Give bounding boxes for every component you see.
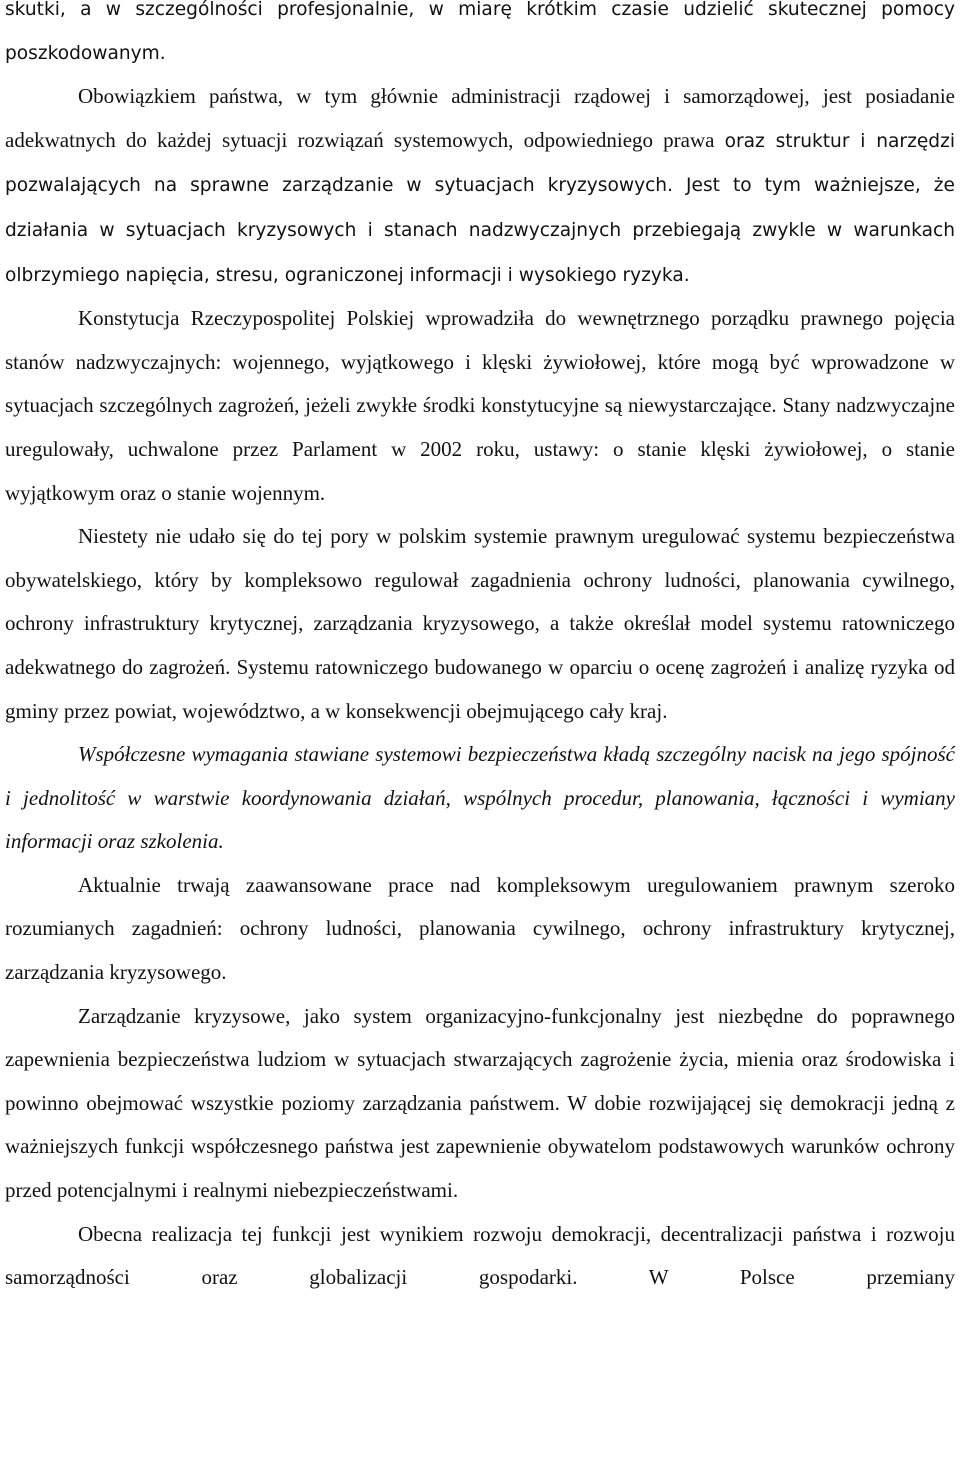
paragraph-1-text: skutki, a w szczególności profesjonalnie, w miarę krótkim czasie udzielić skutecznej pomocy poszkodowanym.: [5, 0, 955, 64]
paragraph-3-text: Konstytucja Rzeczypospolitej Polskiej wprowadziła do wewnętrznego porządku prawnego pojęcia stanów nadzwyczajnych: wojennego, wyjątkowego i klęski żywiołowej, które mogą być wprowadzone w sytuacjach szczególnych zagrożeń, jeżeli zwykłe środki konstytucyjne są niewystarczające. Stany nadzwyczajne uregulowały, uchwalone przez Parlament w 2002 roku, ustawy: o stanie klęski żywiołowej, o stanie wyjątkowym oraz o stanie wojennym.: [5, 306, 955, 505]
paragraph-3: [5, 297, 955, 515]
paragraph-7: [5, 995, 955, 1213]
document-page: [5, 0, 955, 1300]
paragraph-4-text: Niestety nie udało się do tej pory w polskim systemie prawnym uregulować systemu bezpieczeństwa obywatelskiego, który by kompleksowo regulował zagadnienia ochrony ludności, planowania cywilnego, ochrony infrastruktury krytycznej, zarządzania kryzysowego, a także określał model systemu ratowniczego adekwatnego do zagrożeń. Systemu ratowniczego budowanego w oparciu o ocenę zagrożeń i analizę ryzyka od gminy przez powiat, województwo, a w konsekwencji obejmującego cały kraj.: [5, 524, 955, 723]
paragraph-2-text-serif: Obowiązkiem państwa, w tym głównie administracji rządowej i samorządowej, jest posiadanie adekwatnych do każdej sytuacji rozwiązań systemowych, odpowiedniego prawa: [5, 84, 955, 152]
paragraph-6: [5, 864, 955, 995]
paragraph-8-text: Obecna realizacja tej funkcji jest wynikiem rozwoju demokracji, decentralizacji państwa i rozwoju samorządności oraz globalizacji gospodarki. W Polsce przemiany: [5, 1221, 955, 1290]
paragraph-5-text: Współczesne wymagania stawiane systemowi bezpieczeństwa kładą szczególny nacisk na jego spójność i jednolitość w warstwie koordynowania działań, wspólnych procedur, planowania, łączności i wymiany informacji oraz szkolenia.: [5, 742, 955, 854]
paragraph-7-text: Zarządzanie kryzysowe, jako system organizacyjno-funkcjonalny jest niezbędne do poprawnego zapewnienia bezpieczeństwa ludziom w sytuacjach stwarzających zagrożenie życia, mienia oraz środowiska i powinno obejmować wszystkie poziomy zarządzania państwem. W dobie rozwijającej się demokracji jedną z ważniejszych funkcji współczesnego państwa jest zapewnienie obywatelom podstawowych warunków ochrony przed potencjalnymi i realnymi niebezpieczeństwami.: [5, 1003, 955, 1203]
paragraph-8: [5, 1213, 955, 1300]
paragraph-2: [5, 75, 955, 297]
paragraph-2-text-sans: oraz struktur i narzędzi pozwalających na sprawne zarządzanie w sytuacjach kryzysowych. Jest to tym ważniejsze, że działania w sytuacjach kryzysowych i stanach nadzwyczajnych przebiegają zwykle w warunkach olbrzymiego napięcia, stresu, ograniczonej informacji i wysokiego ryzyka.: [5, 130, 956, 286]
paragraph-4: [5, 515, 955, 733]
paragraph-5: [5, 733, 955, 864]
paragraph-1: [5, 0, 955, 75]
paragraph-6-text: Aktualnie trwają zaawansowane prace nad kompleksowym uregulowaniem prawnym szeroko rozumianych zagadnień: ochrony ludności, planowania cywilnego, ochrony infrastruktury krytycznej, zarządzania kryzysowego.: [5, 872, 955, 985]
